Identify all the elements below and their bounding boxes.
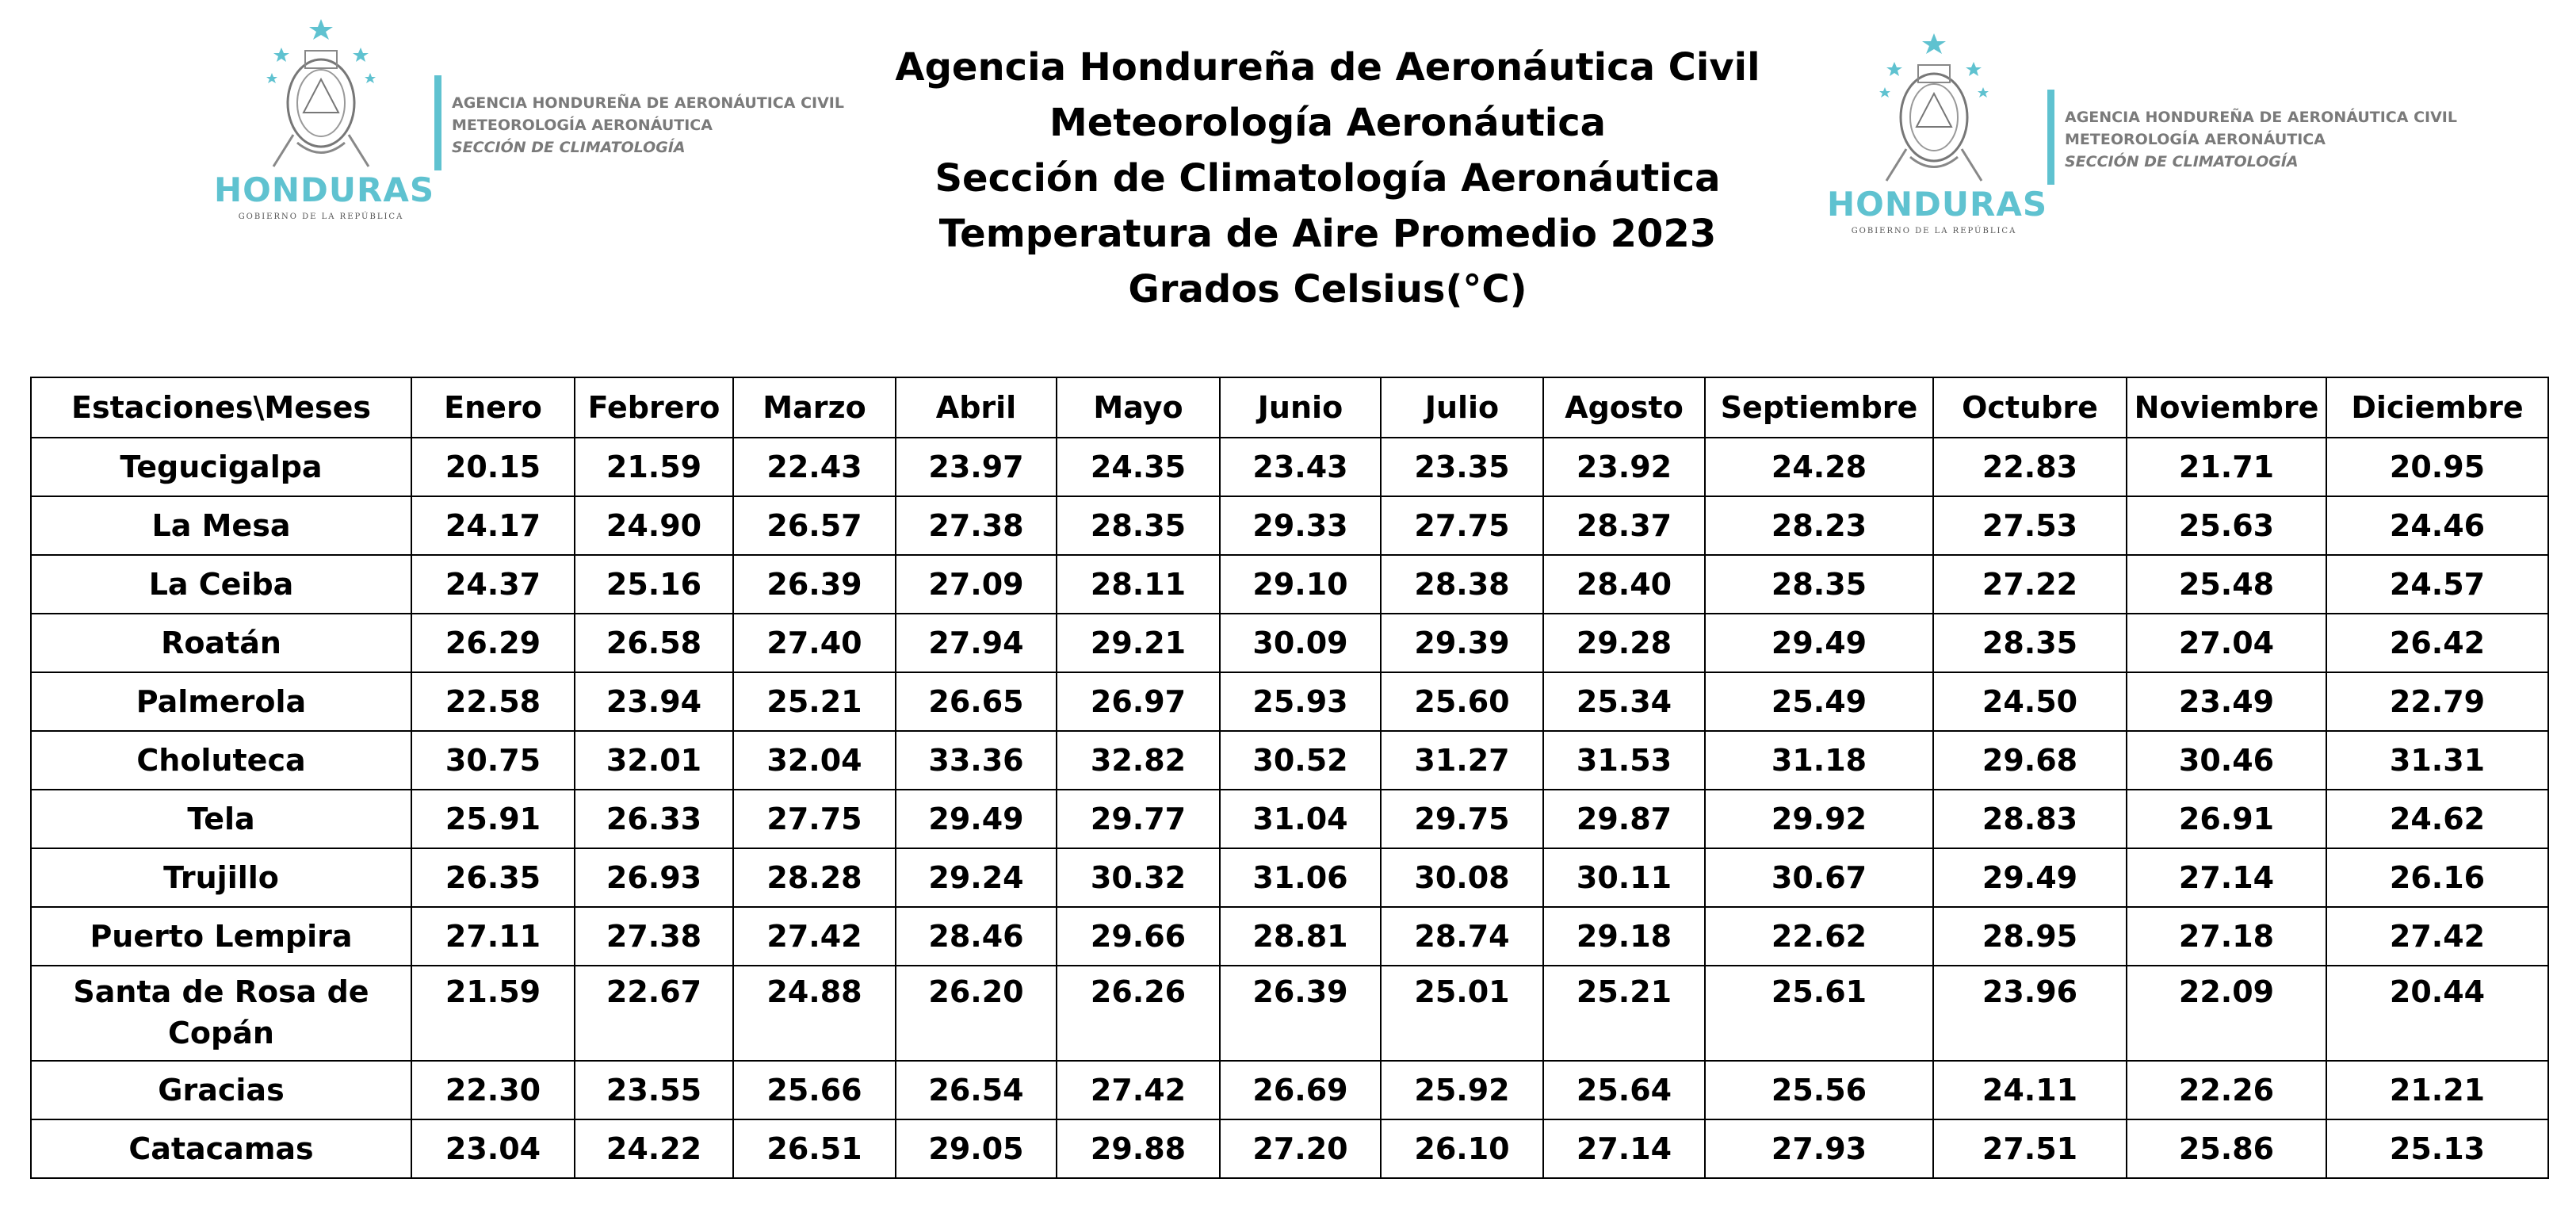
temperature-cell: 22.43 bbox=[733, 438, 896, 496]
temperature-cell: 25.91 bbox=[411, 790, 575, 848]
temperature-cell: 25.34 bbox=[1543, 672, 1705, 731]
temperature-cell: 24.28 bbox=[1705, 438, 1933, 496]
coat-of-arms-icon bbox=[250, 16, 392, 174]
temperature-cell: 25.49 bbox=[1705, 672, 1933, 731]
temperature-cell: 29.49 bbox=[1705, 614, 1933, 672]
table-row bbox=[31, 438, 2548, 496]
temperature-cell: 25.86 bbox=[2127, 1119, 2326, 1178]
temperature-cell: 31.53 bbox=[1543, 731, 1705, 790]
temperature-cell: 28.28 bbox=[733, 848, 896, 907]
title-line-2: Meteorología Aeronáutica bbox=[1049, 101, 1607, 145]
temperature-cell: 26.20 bbox=[896, 966, 1057, 1061]
temperature-cell: 29.24 bbox=[896, 848, 1057, 907]
station-cell: La Mesa bbox=[31, 496, 411, 555]
temperature-cell: 26.10 bbox=[1381, 1119, 1543, 1178]
temperature-cell: 22.58 bbox=[411, 672, 575, 731]
temperature-cell: 26.35 bbox=[411, 848, 575, 907]
temperature-cell: 25.48 bbox=[2127, 555, 2326, 614]
temperature-cell: 33.36 bbox=[896, 731, 1057, 790]
temperature-cell: 29.88 bbox=[1057, 1119, 1220, 1178]
temperature-cell: 22.62 bbox=[1705, 907, 1933, 966]
temperature-cell: 22.26 bbox=[2127, 1061, 2326, 1119]
temperature-cell: 29.49 bbox=[1933, 848, 2127, 907]
temperature-cell: 26.16 bbox=[2326, 848, 2548, 907]
temperature-cell: 22.30 bbox=[411, 1061, 575, 1119]
temperature-cell: 27.53 bbox=[1933, 496, 2127, 555]
header-cell: Septiembre bbox=[1705, 377, 1933, 438]
temperature-cell: 23.43 bbox=[1220, 438, 1381, 496]
header-cell: Julio bbox=[1381, 377, 1543, 438]
temperature-cell: 26.69 bbox=[1220, 1061, 1381, 1119]
temperature-cell: 27.22 bbox=[1933, 555, 2127, 614]
temperature-cell: 32.01 bbox=[575, 731, 733, 790]
temperature-cell: 25.64 bbox=[1543, 1061, 1705, 1119]
temperature-cell: 27.18 bbox=[2127, 907, 2326, 966]
table-row bbox=[31, 672, 2548, 731]
temperature-cell: 23.94 bbox=[575, 672, 733, 731]
station-cell: Palmerola bbox=[31, 672, 411, 731]
temperature-cell: 25.16 bbox=[575, 555, 733, 614]
temperature-cell: 20.95 bbox=[2326, 438, 2548, 496]
temperature-cell: 29.10 bbox=[1220, 555, 1381, 614]
temperature-cell: 25.21 bbox=[733, 672, 896, 731]
temperature-cell: 30.08 bbox=[1381, 848, 1543, 907]
title-line-1: Agencia Hondureña de Aeronáutica Civil bbox=[895, 45, 1760, 90]
header-cell: Mayo bbox=[1057, 377, 1220, 438]
temperature-cell: 26.33 bbox=[575, 790, 733, 848]
temperature-cell: 29.92 bbox=[1705, 790, 1933, 848]
temperature-table bbox=[30, 377, 2549, 1179]
temperature-cell: 27.09 bbox=[896, 555, 1057, 614]
temperature-cell: 29.87 bbox=[1543, 790, 1705, 848]
temperature-cell: 30.32 bbox=[1057, 848, 1220, 907]
temperature-cell: 23.04 bbox=[411, 1119, 575, 1178]
temperature-cell: 25.13 bbox=[2326, 1119, 2548, 1178]
temperature-cell: 29.75 bbox=[1381, 790, 1543, 848]
temperature-cell: 31.27 bbox=[1381, 731, 1543, 790]
logo-agency-text bbox=[2065, 106, 2457, 173]
temperature-cell: 22.83 bbox=[1933, 438, 2127, 496]
temperature-cell: 24.17 bbox=[411, 496, 575, 555]
temperature-cell: 27.38 bbox=[896, 496, 1057, 555]
temperature-cell: 21.59 bbox=[575, 438, 733, 496]
temperature-cell: 21.71 bbox=[2127, 438, 2326, 496]
temperature-cell: 25.60 bbox=[1381, 672, 1543, 731]
temperature-cell: 28.23 bbox=[1705, 496, 1933, 555]
header-cell: Marzo bbox=[733, 377, 896, 438]
temperature-cell: 28.40 bbox=[1543, 555, 1705, 614]
station-cell: Puerto Lempira bbox=[31, 907, 411, 966]
temperature-cell: 26.57 bbox=[733, 496, 896, 555]
temperature-cell: 30.75 bbox=[411, 731, 575, 790]
temperature-cell: 30.67 bbox=[1705, 848, 1933, 907]
temperature-cell: 25.01 bbox=[1381, 966, 1543, 1061]
temperature-cell: 22.67 bbox=[575, 966, 733, 1061]
temperature-cell: 26.29 bbox=[411, 614, 575, 672]
title-line-5: Grados Celsius(°C) bbox=[1128, 267, 1527, 312]
temperature-cell: 26.54 bbox=[896, 1061, 1057, 1119]
temperature-cell: 26.91 bbox=[2127, 790, 2326, 848]
temperature-cell: 26.97 bbox=[1057, 672, 1220, 731]
document-title bbox=[832, 40, 1823, 317]
temperature-cell: 28.46 bbox=[896, 907, 1057, 966]
temperature-cell: 24.37 bbox=[411, 555, 575, 614]
header-cell: Junio bbox=[1220, 377, 1381, 438]
temperature-cell: 29.18 bbox=[1543, 907, 1705, 966]
temperature-cell: 30.46 bbox=[2127, 731, 2326, 790]
temperature-cell: 30.11 bbox=[1543, 848, 1705, 907]
temperature-cell: 29.33 bbox=[1220, 496, 1381, 555]
temperature-cell: 28.95 bbox=[1933, 907, 2127, 966]
table-header-row bbox=[31, 377, 2548, 438]
temperature-cell: 25.61 bbox=[1705, 966, 1933, 1061]
temperature-cell: 26.58 bbox=[575, 614, 733, 672]
temperature-cell: 29.49 bbox=[896, 790, 1057, 848]
temperature-cell: 27.93 bbox=[1705, 1119, 1933, 1178]
temperature-cell: 29.28 bbox=[1543, 614, 1705, 672]
table-row bbox=[31, 555, 2548, 614]
temperature-cell: 24.57 bbox=[2326, 555, 2548, 614]
table-row bbox=[31, 731, 2548, 790]
title-line-3: Sección de Climatología Aeronáutica bbox=[934, 156, 1721, 201]
logo-government-text: GOBIERNO DE LA REPÚBLICA bbox=[238, 212, 404, 221]
temperature-cell: 27.75 bbox=[1381, 496, 1543, 555]
logo-country-name: HONDURAS bbox=[214, 170, 435, 209]
temperature-cell: 32.04 bbox=[733, 731, 896, 790]
temperature-cell: 27.11 bbox=[411, 907, 575, 966]
temperature-cell: 29.21 bbox=[1057, 614, 1220, 672]
header-cell: Febrero bbox=[575, 377, 733, 438]
temperature-cell: 31.31 bbox=[2326, 731, 2548, 790]
header-cell: Estaciones\Meses bbox=[31, 377, 411, 438]
temperature-cell: 22.79 bbox=[2326, 672, 2548, 731]
temperature-cell: 23.35 bbox=[1381, 438, 1543, 496]
temperature-cell: 27.14 bbox=[2127, 848, 2326, 907]
agency-logo-right bbox=[1827, 30, 2457, 244]
table-row bbox=[31, 1119, 2548, 1178]
temperature-cell: 27.40 bbox=[733, 614, 896, 672]
temperature-cell: 25.66 bbox=[733, 1061, 896, 1119]
temperature-cell: 28.37 bbox=[1543, 496, 1705, 555]
station-cell: Tela bbox=[31, 790, 411, 848]
temperature-cell: 26.42 bbox=[2326, 614, 2548, 672]
station-cell: La Ceiba bbox=[31, 555, 411, 614]
temperature-cell: 27.38 bbox=[575, 907, 733, 966]
temperature-cell: 25.21 bbox=[1543, 966, 1705, 1061]
temperature-cell: 20.15 bbox=[411, 438, 575, 496]
temperature-cell: 24.46 bbox=[2326, 496, 2548, 555]
temperature-cell: 28.35 bbox=[1057, 496, 1220, 555]
temperature-cell: 24.62 bbox=[2326, 790, 2548, 848]
header-cell: Noviembre bbox=[2127, 377, 2326, 438]
logo-divider-bar bbox=[2047, 90, 2054, 185]
temperature-cell: 21.59 bbox=[411, 966, 575, 1061]
temperature-cell: 29.66 bbox=[1057, 907, 1220, 966]
temperature-cell: 30.52 bbox=[1220, 731, 1381, 790]
temperature-cell: 21.21 bbox=[2326, 1061, 2548, 1119]
temperature-cell: 28.38 bbox=[1381, 555, 1543, 614]
temperature-cell: 24.11 bbox=[1933, 1061, 2127, 1119]
temperature-cell: 27.94 bbox=[896, 614, 1057, 672]
table-row bbox=[31, 496, 2548, 555]
logo-line-2: METEOROLOGÍA AERONÁUTICA bbox=[2065, 131, 2326, 148]
table-row bbox=[31, 907, 2548, 966]
temperature-cell: 22.09 bbox=[2127, 966, 2326, 1061]
logo-agency-text bbox=[452, 92, 844, 159]
header-cell: Agosto bbox=[1543, 377, 1705, 438]
table-row bbox=[31, 614, 2548, 672]
logo-government-text: GOBIERNO DE LA REPÚBLICA bbox=[1851, 227, 2017, 235]
temperature-cell: 20.44 bbox=[2326, 966, 2548, 1061]
table-body bbox=[31, 438, 2548, 1178]
coat-of-arms-icon bbox=[1863, 30, 2005, 189]
temperature-cell: 27.75 bbox=[733, 790, 896, 848]
temperature-cell: 24.35 bbox=[1057, 438, 1220, 496]
temperature-cell: 25.92 bbox=[1381, 1061, 1543, 1119]
temperature-cell: 27.42 bbox=[1057, 1061, 1220, 1119]
temperature-cell: 27.04 bbox=[2127, 614, 2326, 672]
temperature-cell: 27.51 bbox=[1933, 1119, 2127, 1178]
temperature-cell: 26.65 bbox=[896, 672, 1057, 731]
temperature-cell: 27.20 bbox=[1220, 1119, 1381, 1178]
temperature-cell: 31.04 bbox=[1220, 790, 1381, 848]
temperature-cell: 28.35 bbox=[1705, 555, 1933, 614]
temperature-cell: 28.81 bbox=[1220, 907, 1381, 966]
temperature-cell: 28.35 bbox=[1933, 614, 2127, 672]
table-row bbox=[31, 1061, 2548, 1119]
title-line-4: Temperatura de Aire Promedio 2023 bbox=[938, 212, 1717, 256]
temperature-cell: 26.93 bbox=[575, 848, 733, 907]
temperature-cell: 24.90 bbox=[575, 496, 733, 555]
table-row bbox=[31, 848, 2548, 907]
station-cell: Santa de Rosa de Copán bbox=[31, 966, 411, 1061]
temperature-cell: 23.96 bbox=[1933, 966, 2127, 1061]
temperature-cell: 24.88 bbox=[733, 966, 896, 1061]
temperature-cell: 32.82 bbox=[1057, 731, 1220, 790]
logo-line-3: SECCIÓN DE CLIMATOLOGÍA bbox=[452, 139, 686, 156]
station-cell: Catacamas bbox=[31, 1119, 411, 1178]
temperature-cell: 27.14 bbox=[1543, 1119, 1705, 1178]
temperature-cell: 27.42 bbox=[733, 907, 896, 966]
temperature-cell: 29.39 bbox=[1381, 614, 1543, 672]
temperature-cell: 28.11 bbox=[1057, 555, 1220, 614]
temperature-cell: 23.55 bbox=[575, 1061, 733, 1119]
temperature-cell: 29.68 bbox=[1933, 731, 2127, 790]
temperature-cell: 29.77 bbox=[1057, 790, 1220, 848]
temperature-cell: 31.06 bbox=[1220, 848, 1381, 907]
station-cell: Gracias bbox=[31, 1061, 411, 1119]
logo-line-3: SECCIÓN DE CLIMATOLOGÍA bbox=[2065, 153, 2299, 170]
header-cell: Octubre bbox=[1933, 377, 2127, 438]
temperature-cell: 25.93 bbox=[1220, 672, 1381, 731]
temperature-cell: 29.05 bbox=[896, 1119, 1057, 1178]
temperature-cell: 26.39 bbox=[1220, 966, 1381, 1061]
temperature-cell: 23.97 bbox=[896, 438, 1057, 496]
logo-country-name: HONDURAS bbox=[1827, 185, 2048, 224]
table-row bbox=[31, 790, 2548, 848]
temperature-cell: 25.63 bbox=[2127, 496, 2326, 555]
logo-line-2: METEOROLOGÍA AERONÁUTICA bbox=[452, 117, 713, 134]
temperature-cell: 25.56 bbox=[1705, 1061, 1933, 1119]
table-row bbox=[31, 966, 2548, 1061]
temperature-cell: 24.22 bbox=[575, 1119, 733, 1178]
temperature-cell: 30.09 bbox=[1220, 614, 1381, 672]
station-cell: Tegucigalpa bbox=[31, 438, 411, 496]
temperature-cell: 26.39 bbox=[733, 555, 896, 614]
temperature-cell: 28.74 bbox=[1381, 907, 1543, 966]
logo-line-1: AGENCIA HONDUREÑA DE AERONÁUTICA CIVIL bbox=[452, 94, 844, 112]
temperature-cell: 31.18 bbox=[1705, 731, 1933, 790]
station-cell: Choluteca bbox=[31, 731, 411, 790]
logo-line-1: AGENCIA HONDUREÑA DE AERONÁUTICA CIVIL bbox=[2065, 109, 2457, 126]
header-cell: Enero bbox=[411, 377, 575, 438]
temperature-cell: 28.83 bbox=[1933, 790, 2127, 848]
logo-divider-bar bbox=[434, 75, 441, 170]
agency-logo-left bbox=[214, 16, 844, 230]
temperature-cell: 23.49 bbox=[2127, 672, 2326, 731]
temperature-cell: 24.50 bbox=[1933, 672, 2127, 731]
station-cell: Roatán bbox=[31, 614, 411, 672]
temperature-cell: 27.42 bbox=[2326, 907, 2548, 966]
temperature-cell: 23.92 bbox=[1543, 438, 1705, 496]
header-cell: Diciembre bbox=[2326, 377, 2548, 438]
header-cell: Abril bbox=[896, 377, 1057, 438]
temperature-cell: 26.51 bbox=[733, 1119, 896, 1178]
temperature-cell: 26.26 bbox=[1057, 966, 1220, 1061]
station-cell: Trujillo bbox=[31, 848, 411, 907]
